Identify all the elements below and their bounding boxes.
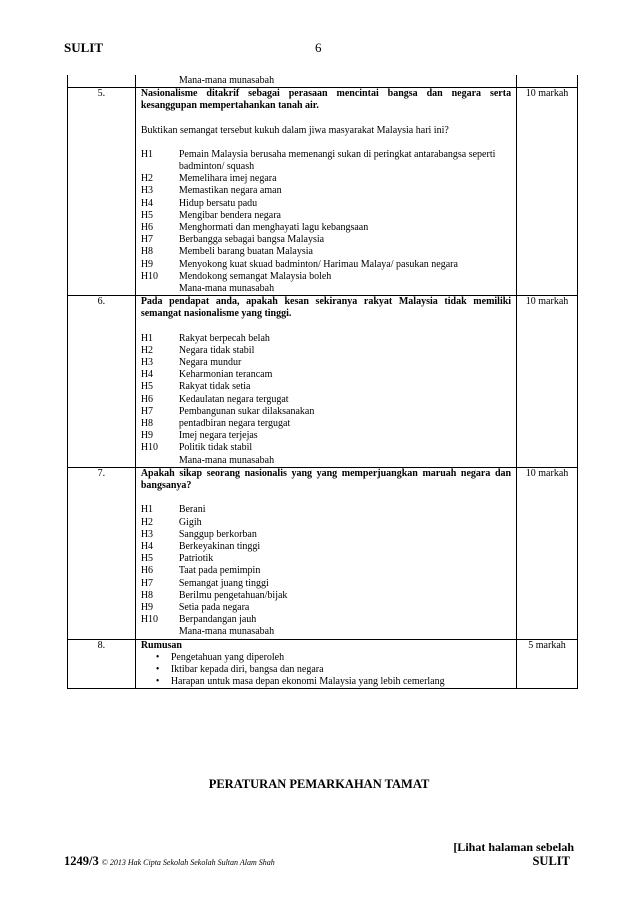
point-text: Berilmu pengetahuan/bijak	[178, 589, 288, 601]
answer-point	[141, 590, 511, 602]
answer-point	[141, 578, 511, 590]
table-row	[68, 88, 578, 296]
question-text: Nasionalisme ditakrif sebagai perasaan mencintai bangsa dan negara serta kesanggupan mempertahankan tanah air.	[140, 88, 512, 112]
answer-point	[141, 418, 511, 430]
point-label: H10	[140, 270, 159, 282]
point-label: H9	[140, 258, 154, 270]
point-label: H7	[140, 577, 154, 589]
point-text: Rakyat berpecah belah	[178, 332, 270, 344]
header-sulit: SULIT	[64, 40, 104, 55]
point-text: Pembangunan sukar dilaksanakan	[178, 405, 315, 417]
point-text: Keharmonian terancam	[178, 369, 273, 381]
question-number: 7.	[68, 467, 136, 639]
acceptable-answers-note: Mana-mana munasabah	[178, 454, 275, 466]
answer-point	[141, 553, 511, 565]
point-text: Menyokong kuat skuad badminton/ Harimau Malaya/ pasukan negara	[178, 258, 458, 270]
point-text: Negara mundur	[178, 357, 242, 369]
footer-next-page: [Lihat halaman sebelah	[453, 840, 574, 854]
sub-question: Buktikan semangat tersebut kukuh dalam jiwa masyarakat Malaysia hari ini?	[140, 124, 449, 136]
point-text: Sanggup berkorban	[178, 528, 257, 540]
point-label: H3	[140, 528, 154, 540]
point-text: Politik tidak stabil	[178, 442, 253, 454]
table-row	[68, 467, 578, 639]
point-text: Berpandangan jauh	[178, 614, 257, 626]
point-label: H5	[140, 553, 154, 565]
answer-point	[141, 259, 511, 271]
answer-point	[141, 529, 511, 541]
answer-point	[141, 234, 511, 246]
answer-point	[141, 210, 511, 222]
point-label: H1	[140, 332, 154, 344]
question-number: 5.	[68, 88, 136, 296]
footer-code	[64, 854, 275, 869]
answer-point	[141, 614, 511, 626]
answer-point	[141, 406, 511, 418]
point-text: Berani	[178, 504, 206, 516]
question-cell	[135, 639, 516, 689]
question-cell	[135, 75, 516, 88]
point-label: H5	[140, 209, 154, 221]
answer-point	[141, 541, 511, 553]
point-label: H10	[140, 442, 159, 454]
mark-cell: 5 markah	[517, 639, 578, 689]
table-row	[68, 296, 578, 468]
point-label: H9	[140, 430, 154, 442]
point-text: Hidup bersatu padu	[178, 197, 258, 209]
point-label: H1	[140, 148, 154, 160]
acceptable-answers-note: Mana-mana munasabah	[178, 626, 275, 638]
point-text: Membeli barang buatan Malaysia	[178, 246, 313, 258]
table-row-rumusan	[68, 639, 578, 689]
point-text: Memastikan negara aman	[178, 185, 282, 197]
mark-cell: 10 markah	[517, 88, 578, 296]
point-text: Pemain Malaysia berusaha memenangi sukan di peringkat antarabangsa seperti badminton/ squash	[178, 148, 496, 173]
point-text: Berbangga sebagai bangsa Malaysia	[178, 234, 325, 246]
point-label: H9	[140, 601, 154, 613]
point-label: H3	[140, 185, 154, 197]
point-text: Setia pada negara	[178, 601, 250, 613]
point-label: H6	[140, 393, 154, 405]
answer-point	[141, 222, 511, 234]
answer-point	[141, 517, 511, 529]
question-cell	[135, 88, 516, 296]
rumusan-title: Rumusan	[140, 639, 182, 651]
point-text: Patriotik	[178, 553, 214, 565]
copyright-text: © 2013 Hak Cipta Sekolah Sekolah Sultan Alam Shah	[101, 858, 275, 867]
end-of-scheme-title: PERATURAN PEMARKAHAN TAMAT	[208, 777, 430, 791]
answer-point	[141, 442, 511, 454]
mark-cell: 10 markah	[517, 296, 578, 468]
point-label: H4	[140, 197, 154, 209]
answer-point	[141, 345, 511, 357]
point-label: H5	[140, 381, 154, 393]
point-text: Semangat juang tinggi	[178, 577, 269, 589]
answer-point	[141, 381, 511, 393]
point-text: pentadbiran negara tergugat	[178, 418, 291, 430]
footer-sulit: SULIT	[532, 854, 570, 868]
acceptable-answers-note: Mana-mana munasabah	[178, 75, 275, 86]
answer-point	[141, 149, 511, 173]
point-text: Gigih	[178, 516, 202, 528]
rumusan-bullet: • Harapan untuk masa depan ekonomi Malaysia yang lebih cemerlang	[171, 676, 511, 688]
answer-point	[141, 602, 511, 614]
answer-point	[141, 394, 511, 406]
point-label: H8	[140, 246, 154, 258]
point-label: H2	[140, 344, 154, 356]
point-label: H7	[140, 405, 154, 417]
point-label: H3	[140, 357, 154, 369]
answer-point	[141, 198, 511, 210]
point-label: H8	[140, 589, 154, 601]
question-number	[68, 75, 136, 88]
question-cell	[135, 467, 516, 639]
point-label: H6	[140, 222, 154, 234]
marking-scheme-table	[67, 75, 578, 689]
point-text: Negara tidak stabil	[178, 344, 255, 356]
point-label: H1	[140, 504, 154, 516]
point-text: Mengibar bendera negara	[178, 209, 281, 221]
acceptable-answers-note: Mana-mana munasabah	[178, 283, 275, 295]
point-text: Menghormati dan menghayati lagu kebangsaan	[178, 222, 369, 234]
paper-code: 1249/3	[64, 854, 99, 868]
point-label: H6	[140, 565, 154, 577]
answer-point	[141, 173, 511, 185]
answer-point	[141, 369, 511, 381]
point-label: H7	[140, 234, 154, 246]
answer-point	[141, 504, 511, 516]
mark-cell	[517, 75, 578, 88]
point-text: Kedaulatan negara tergugat	[178, 393, 289, 405]
table-row	[68, 75, 578, 88]
question-number: 8.	[68, 639, 136, 689]
answer-point	[141, 271, 511, 283]
question-text: Pada pendapat anda, apakah kesan sekiranya rakyat Malaysia tidak memiliki semangat nasionalisme yang tinggi.	[140, 296, 512, 320]
question-text: Apakah sikap seorang nasionalis yang yang memperjuangkan maruah negara dan bangsanya?	[140, 467, 512, 492]
point-label: H2	[140, 173, 154, 185]
rumusan-bullet: • Iktibar kepada diri, bangsa dan negara	[171, 664, 511, 676]
point-label: H4	[140, 369, 154, 381]
point-label: H4	[140, 540, 154, 552]
answer-point	[141, 430, 511, 442]
point-text: Rakyat tidak setia	[178, 381, 251, 393]
question-cell	[135, 296, 516, 468]
answer-point	[141, 185, 511, 197]
page-number: 6	[315, 40, 322, 55]
point-text: Memelihara imej negara	[178, 173, 277, 185]
rumusan-bullet-list	[141, 652, 511, 689]
point-label: H10	[140, 614, 159, 626]
answer-point	[141, 357, 511, 369]
point-text: Berkeyakinan tinggi	[178, 540, 261, 552]
mark-cell: 10 markah	[517, 467, 578, 639]
answer-point	[141, 565, 511, 577]
point-text: Taat pada pemimpin	[178, 565, 261, 577]
point-label: H8	[140, 418, 154, 430]
answer-point	[141, 246, 511, 258]
question-number: 6.	[68, 296, 136, 468]
point-text: Mendokong semangat Malaysia boleh	[178, 270, 332, 282]
answer-point	[141, 333, 511, 345]
point-text: Imej negara terjejas	[178, 430, 258, 442]
point-label: H2	[140, 516, 154, 528]
rumusan-bullet: • Pengetahuan yang diperoleh	[171, 652, 511, 664]
